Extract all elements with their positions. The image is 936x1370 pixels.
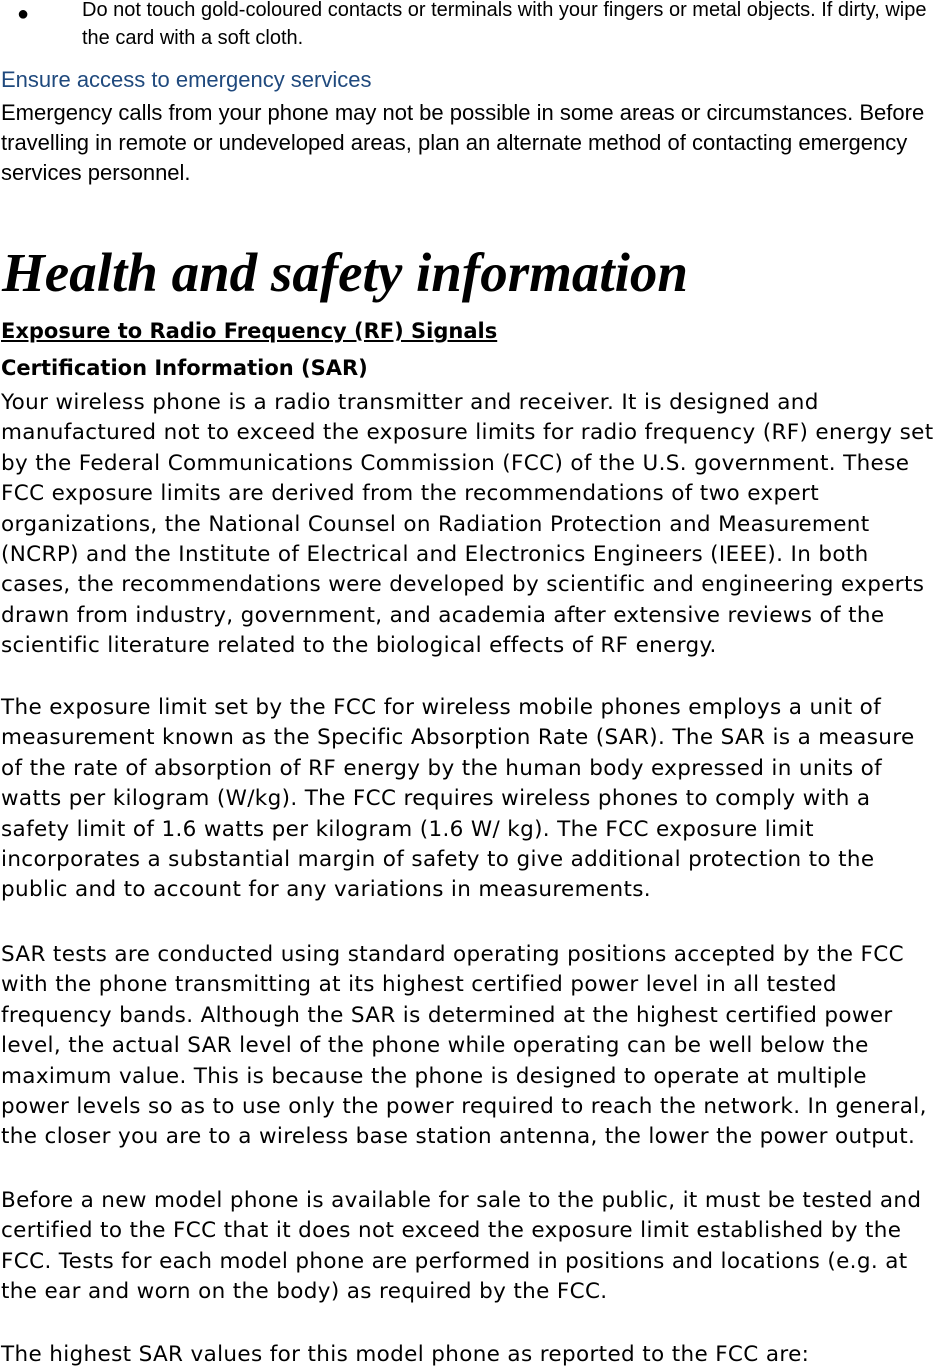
body-paragraph: SAR tests are conducted using standard operating positions accepted by the FCC with the phone transmitting at its highest certified power level in all tested frequency bands. Although the SAR is determined at the highest certified power level, the actual SAR level of the phone while operating can be well below the maximum value. This is because the phone is designed to operate at multiple power levels so as to use only the power required to reach the network. In general, the closer you are to a wireless base station antenna, the lower the power output. <box>1 942 927 1150</box>
body-paragraph: The exposure limit set by the FCC for wireless mobile phones employs a unit of measurement known as the Specific Absorption Rate (SAR). The SAR is a measure of the rate of absorption of RF energy by the human body expressed in units of watts per kilogram (W/kg). The FCC requires wireless phones to comply with a safety limit of 1.6 watts per kilogram (1.6 W/ kg). The FCC exposure limit incorporates a substantial margin of safety to give additional protection to the public and to account for any variations in measurements. <box>1 695 915 903</box>
body-paragraph: The highest SAR values for this model phone as reported to the FCC are: <box>1 1342 810 1367</box>
bullet-text: Do not touch gold-coloured contacts or terminals with your fingers or metal objects. If dirty, wipe the card with a soft cloth. <box>82 0 927 49</box>
emergency-paragraph: Emergency calls from your phone may not be possible in some areas or circumstances. Before travelling in remote or undeveloped areas, plan an alternate method of contacting emergency services personnel. <box>1 100 925 185</box>
emergency-heading: Ensure access to emergency services <box>1 67 372 92</box>
page-title: Health and safety information <box>2 242 689 303</box>
subsection-heading: Certification Information (SAR) <box>1 356 368 380</box>
body-paragraph: Your wireless phone is a radio transmitter and receiver. It is designed and manufactured not to exceed the exposure limits for radio frequency (RF) energy set by the Federal Communications Commission (FCC) of the U.S. government. These FCC exposure limits are derived from the recommendations of two expert organizations, the National Counsel on Radiation Protection and Measurement (NCRP) and the Institute of Electrical and Electronics Engineers (IEEE). In both cases, the recommendations were developed by scientific and engineering experts drawn from industry, government, and academia after extensive reviews of the scientific literature related to the biological effects of RF energy. <box>1 390 934 659</box>
bullet-icon: ● <box>17 3 30 25</box>
body-paragraph: Before a new model phone is available for sale to the public, it must be tested and certified to the FCC that it does not exceed the exposure limit established by the FCC. Tests for each model phone are performed in positions and locations (e.g. at the ear and worn on the body) as required by the FCC. <box>1 1188 922 1305</box>
section-heading: Exposure to Radio Frequency (RF) Signals <box>1 319 498 343</box>
